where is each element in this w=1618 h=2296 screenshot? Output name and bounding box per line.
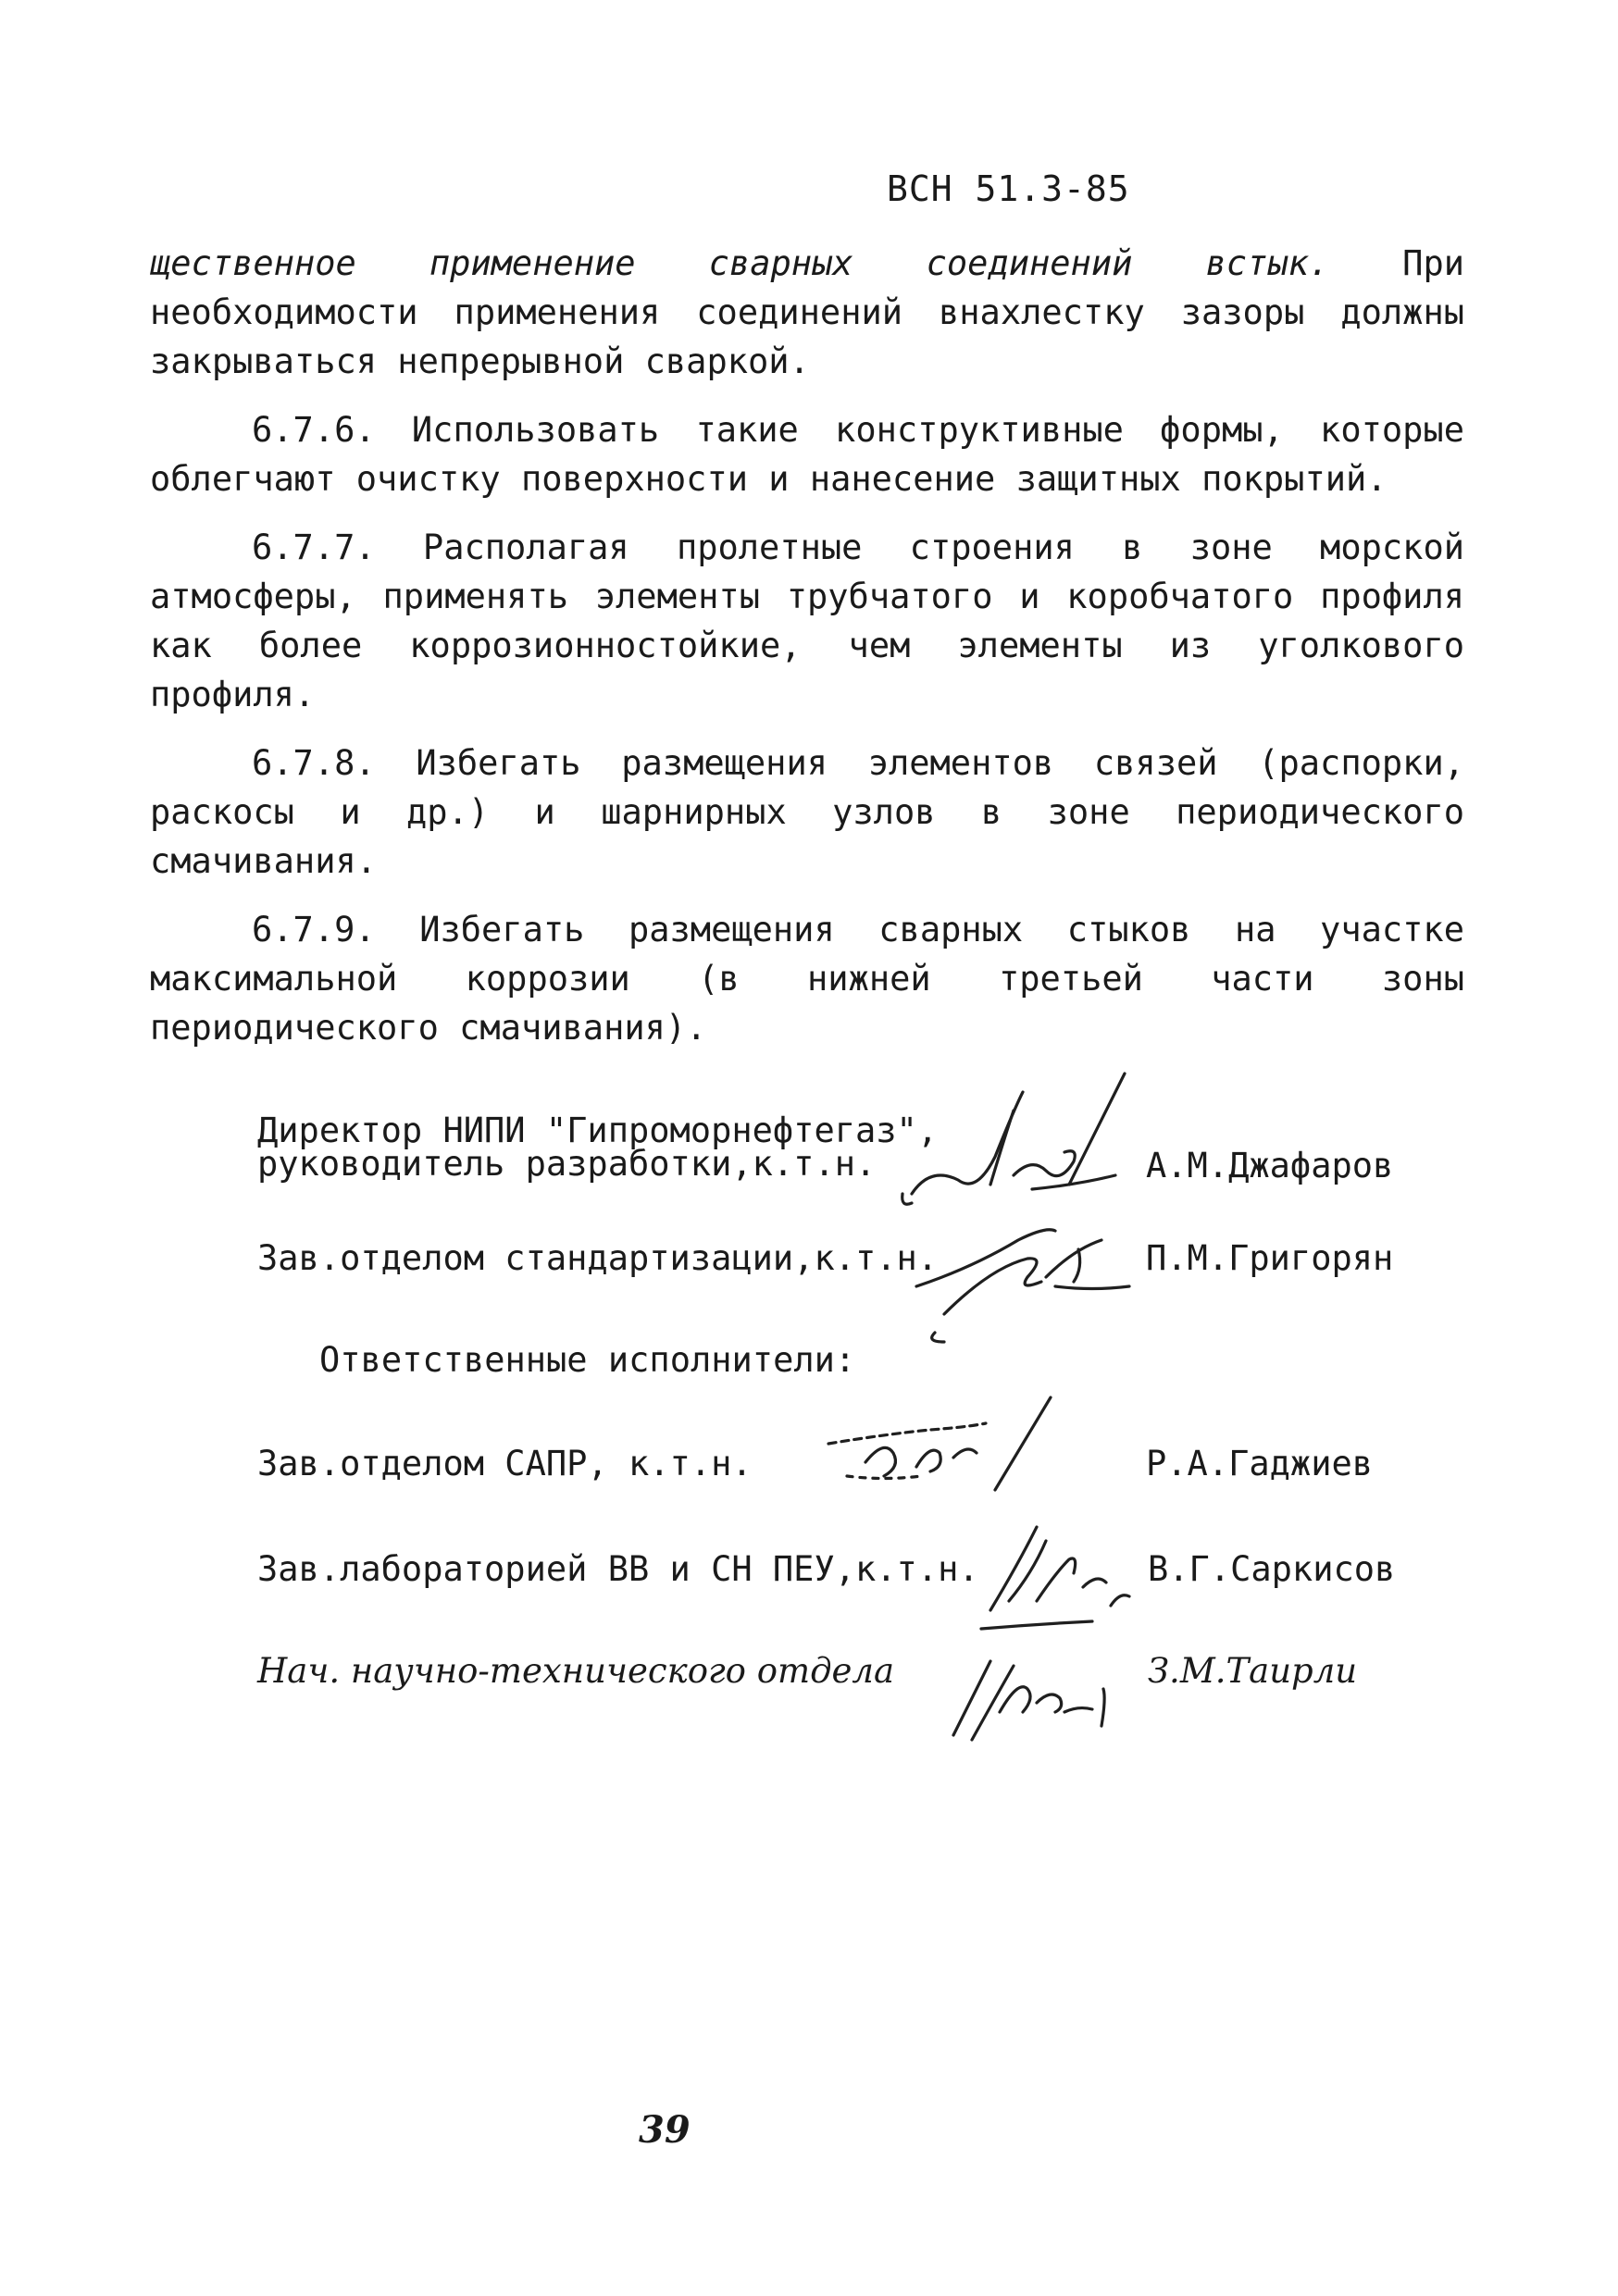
paragraph-lead: щественное применение сварных соединений встык. [150, 243, 1330, 283]
paragraph-6-7-6: 6.7.6. Использовать такие конструктивные формы, которые облегчают очистку поверхности и нанесение защитных покрытий. [150, 410, 1464, 499]
scitech-name: З.М.Таирли [1148, 1651, 1358, 1691]
standardization-label: Зав.отделом стандартизации,к.т.н. [257, 1238, 939, 1278]
body-text [150, 239, 1464, 1072]
sapr-signature [828, 1388, 1097, 1535]
standardization-name: П.М.Григорян [1146, 1238, 1394, 1278]
lab-name: В.Г.Саркисов [1148, 1549, 1396, 1589]
sapr-name: Р.А.Гаджиев [1146, 1444, 1374, 1483]
scitech-signature [926, 1624, 1129, 1762]
page-number: 39 [639, 2108, 691, 2152]
responsible-heading: Ответственные исполнители: [319, 1340, 856, 1380]
paragraph-continued [150, 239, 1464, 386]
director-role: руководитель разработки,к.т.н. [257, 1144, 877, 1184]
document-code: ВСН 51.3-85 [887, 168, 1130, 209]
scitech-label: Нач. научно-технического отдела [257, 1651, 895, 1691]
director-title: Директор НИПИ "Гипроморнефтегаз", [257, 1111, 939, 1150]
lab-label: Зав.лабораторией ВВ и СН ПЕУ,к.т.н. [257, 1549, 979, 1589]
paragraph-6-7-8: 6.7.8. Избегать размещения элементов связей (распорки, раскосы и др.) и шарнирных узлов в зоне периодического смачивания. [150, 743, 1464, 881]
director-signature [893, 1055, 1152, 1230]
paragraph-rest: При необходимости применения соединений внахлестку зазоры должны закрываться непрерывной сваркой. [150, 243, 1464, 381]
director-name: А.М.Джафаров [1146, 1146, 1394, 1185]
paragraph-6-7-7: 6.7.7. Располагая пролетные строения в зоне морской атмосферы, применять элементы трубчатого и коробчатого профиля как более коррозионностойкие, чем элементы из уголкового профиля. [150, 527, 1464, 714]
sapr-label: Зав.отделом САПР, к.т.н. [257, 1444, 753, 1483]
paragraph-6-7-9: 6.7.9. Избегать размещения сварных стыков на участке максимальной коррозии (в нижней третьей части зоны периодического смачивания). [150, 910, 1464, 1048]
standardization-signature [916, 1212, 1157, 1359]
